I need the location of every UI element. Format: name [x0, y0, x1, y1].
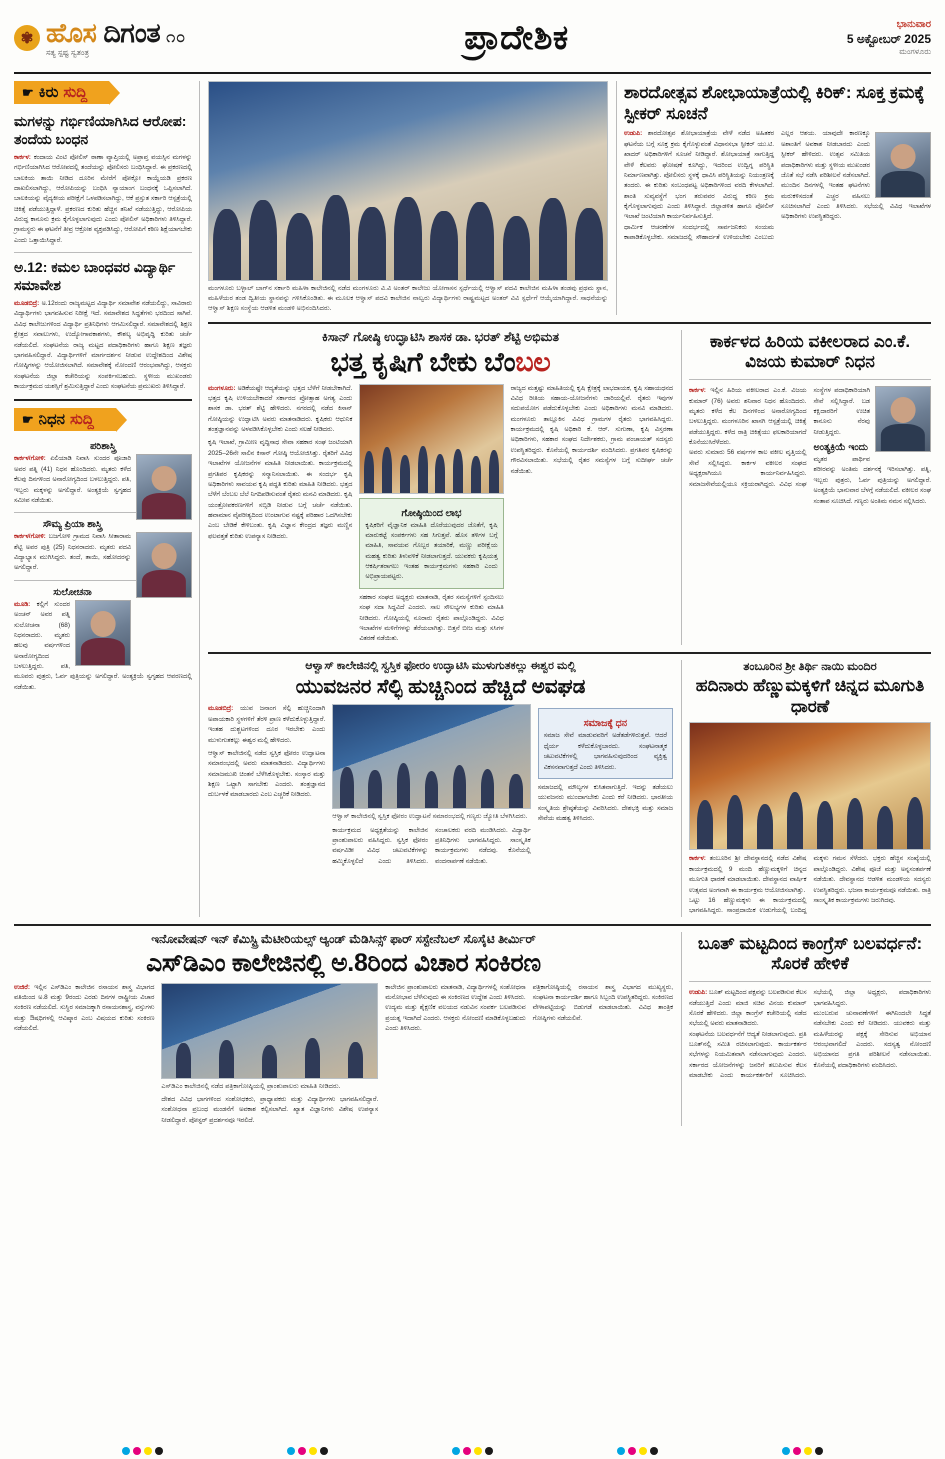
obituary-item: [14, 441, 192, 506]
section-tab-nidhana[interactable]: [14, 408, 116, 431]
logo-tagline: ಸತ್ಯ ಸ್ಪಷ್ಟ ಸ್ವತಂತ್ರ: [46, 47, 89, 57]
kisan-goshti-photo: [359, 384, 503, 494]
sports-award-ceremony-photo: [208, 81, 608, 281]
dateline: ಮಂಗಳೂರು:: [208, 384, 236, 392]
story-alvas-swastika-forum: [208, 660, 673, 917]
masthead-dateblock: [847, 19, 931, 57]
story-body-1: ಇಲ್ಲಿನ ಹಿರಿಯ ವಕೀಲರಾದ ಎಂ.ಕೆ. ವಿಜಯ ಕುಮಾರ್ (76) ಅವರು ಶನಿವಾರ ನಿಧನ ಹೊಂದಿದರು. ಮೃತರು ಕಳೆದ ಕೆಲ ದಿನಗಳಿಂದ ಅನಾರೋಗ್ಯದಿಂದ ಬಳಲುತ್ತಿದ್ದರು. ಮಂಗಳೂರಿನ ಖಾಸಗಿ ಆಸ್ಪತ್ರೆಯಲ್ಲಿ ಚಿಕಿತ್ಸೆ ಪಡೆಯುತ್ತಿದ್ದರು. ಕಳೆದ ರಾತ್ರಿ ಚಿಕಿತ್ಸೆಯು ಫಲಕಾರಿಯಾಗದೆ ಕೊನೆಯುಸಿರೆಳೆದರು.: [689, 387, 807, 446]
box-title: ಗೋಷ್ಠಿಯಿಂದ ಲಾಭ: [401, 507, 462, 519]
story-pregnancy-arrest: [14, 113, 192, 246]
story-body-a: ಶಾರದೋತ್ಸವ ಶೋಭಾಯಾತ್ರೆಯ ವೇಳೆ ನಡೆದ ಅಹಿತಕರ ಘಟನೆಯ ಬಗ್ಗೆ ಸೂಕ್ತ ಕ್ರಮ ಕೈಗೊಳ್ಳುವಂತೆ ವಿಧಾನಸಭಾ ಸ್ಪೀಕರ್ ಯು.ಟಿ. ಖಾದರ್ ಅಧಿಕಾರಿಗಳಿಗೆ ಸೂಚನೆ ನೀಡಿದ್ದಾರೆ. ಶೋಭಾಯಾತ್ರೆ ಸಾಗುತ್ತಿದ್ದ ವೇಳೆ ಕೆಲವರು ಘೋಷಣೆ ಕೂಗಿದ್ದು, ಇದರಿಂದ ಉದ್ವಿಗ್ನ ಪರಿಸ್ಥಿತಿ ನಿರ್ಮಾಣವಾಗಿತ್ತು. ಪೋಲಿಸರು ಸ್ಥಳಕ್ಕೆ ಧಾವಿಸಿ ಪರಿಸ್ಥಿತಿಯನ್ನು ನಿಯಂತ್ರಣಕ್ಕೆ ತಂದರು. ಈ ಕುರಿತು ಸಂಬಂಧಪಟ್ಟ ಅಧಿಕಾರಿಗಳಿಂದ ವರದಿ ಕೇಳಲಾಗಿದೆ. ಶಾಂತಿ ಸುವ್ಯವಸ್ಥೆಗೆ ಭಂಗ ತರುವವರ ವಿರುದ್ಧ ಕಠಿಣ ಕ್ರಮ ಕೈಗೊಳ್ಳಲಾಗುವುದು ಎಂದು ತಿಳಿಸಿದ್ದಾರೆ. ಜಿಲ್ಲಾಡಳಿತ ಹಾಗೂ ಪೋಲಿಸ್ ಇಲಾಖೆ ಜಂಟಿಯಾಗಿ ಕಾರ್ಯನಿರ್ವಹಿಸುತ್ತಿದೆ.: [624, 130, 774, 221]
obituary-body: ಕಲ್ಲಿಗೆ ಸುಂದರ ಅಂಚನ್ ಅವರ ಪತ್ನಿ ಸುಲೋಚನಾ (68) ನಿಧನರಾದರು. ಮೃತರು ಹಲವು ವರ್ಷಗಳಿಂದ ಅನಾರೋಗ್ಯದಿಂದ ಬಳಲುತ್ತಿದ್ದರು. ಪತಿ, ಮೂವರು ಪುತ್ರರು, ಓರ್ವ ಪುತ್ರಿಯನ್ನು ಅಗಲಿದ್ದಾರೆ. ಅಂತ್ಯಕ್ರಿಯೆ ಸ್ವಗೃಹದ ಆವರಣದಲ್ಲಿ ನಡೆಯಿತು.: [14, 600, 192, 691]
dateline: ಕಾರ್ಕಳ:: [14, 153, 31, 161]
story-student-convention: [14, 259, 192, 392]
newspaper-logo: [14, 17, 187, 57]
story-body-1: ಯುವ ಜನಾಂಗ ಸೆಲ್ಫಿ ಹುಚ್ಚಿನಿಂದಾಗಿ ಅಪಾಯಕಾರಿ ಸ್ಥಳಗಳಿಗೆ ತೆರಳಿ ಪ್ರಾಣ ಕಳೆದುಕೊಳ್ಳುತ್ತಿದ್ದಾರೆ. ಇಂತಹ ದುಶ್ಚಟಗಳಿಂದ ದೂರ ಇರಬೇಕು ಎಂದು ಮುಳುಗುತಕಲ್ಲು ಈಶ್ವರ ಮಲ್ಲಿ ಹೇಳಿದರು.: [208, 705, 326, 744]
obituary-name: ಸೌಮ್ಯ ಪ್ರಿಯಾ ಶಾಸ್ತ್ರಿ: [43, 519, 102, 531]
weekday-label: ಭಾನುವಾರ: [896, 19, 931, 31]
section-tab-label-1: ನಿಧನ: [38, 411, 66, 429]
page-number: ೧೦: [166, 29, 187, 46]
kicker: ಆಳ್ವಾಸ್ ಕಾಲೇಜಿನಲ್ಲಿ ಸ್ವಸ್ತಿಕ ಫೋರಂ ಉದ್ಘಾಟಿಸಿ ಮುಳುಗುತಕಲ್ಲು ಈಶ್ವರ ಮಲ್ಲಿ: [305, 659, 576, 672]
kicker: ಕಿಸಾನ್ ಗೋಷ್ಠಿ ಉದ್ಘಾಟಿಸಿ ಶಾಸಕ ಡಾ. ಭರತ್ ಶೆಟ್ಟಿ ಅಭಿಮತ: [321, 329, 560, 344]
story-body: ಕಂದಾಯ ವಿಂಟಿ ಪೋಲಿಸ್ ಠಾಣಾ ವ್ಯಾಪ್ತಿಯಲ್ಲಿ ಅಪ್ರಾಪ್ತ ವಯಸ್ಸಿನ ಮಗಳನ್ನು ಗರ್ಭಿಣಿಯಾಗಿಸಿದ ಆರೋಪದಲ್ಲಿ ತಂದೆಯನ್ನು ಪೋಲಿಸರು ಬಂಧಿಸಿದ್ದಾರೆ. ಈ ಪ್ರಕರಣದಲ್ಲಿ ಬಾಲಕಿಯ ತಾಯಿ ನೀಡಿದ ದೂರಿನ ಮೇರೆಗೆ ಪೋಕ್ಸೋ ಕಾಯ್ದೆಯಡಿ ಪ್ರಕರಣ ದಾಖಲಿಸಲಾಗಿದ್ದು, ಆರೋಪಿಯನ್ನು ಬಂಧಿಸಿ ನ್ಯಾಯಾಂಗ ಬಂಧನಕ್ಕೆ ಒಪ್ಪಿಸಲಾಗಿದೆ. ಬಾಲಕಿಯನ್ನು ವೈದ್ಯಕೀಯ ಪರೀಕ್ಷೆಗೆ ಒಳಪಡಿಸಲಾಗಿದ್ದು, ಆಕೆ ಪ್ರಸ್ತುತ ಸರ್ಕಾರಿ ಆಸ್ಪತ್ರೆಯಲ್ಲಿ ಚಿಕಿತ್ಸೆ ಪಡೆಯುತ್ತಿದ್ದಾಳೆ. ಪ್ರಕರಣದ ಕುರಿತು ಹೆಚ್ಚಿನ ತನಿಖೆ ನಡೆಯುತ್ತಿದ್ದು, ಆರೋಪಿಯ ವಿರುದ್ಧ ಕಾನೂನು ಕ್ರಮ ಕೈಗೊಳ್ಳಲಾಗುವುದು ಎಂದು ಪೋಲಿಸ್ ಅಧಿಕಾರಿಗಳು ತಿಳಿಸಿದ್ದಾರೆ. ಗ್ರಾಮಸ್ಥರು ಈ ಘಟನೆಗೆ ತೀವ್ರ ಆಕ್ರೋಶ ವ್ಯಕ್ತಪಡಿಸಿದ್ದು, ಆರೋಪಿಗೆ ಕಠಿಣ ಶಿಕ್ಷೆಯಾಗಬೇಕು ಎಂದು ಒತ್ತಾಯಿಸಿದ್ದಾರೆ.: [14, 153, 192, 244]
headline: ಮಗಳನ್ನು ಗರ್ಭಿಣಿಯಾಗಿಸಿದ ಆರೋಪ: ತಂದೆಯ ಬಂಧನ: [14, 113, 187, 147]
story-kisan-goshti: [208, 330, 673, 645]
dateline: ಉಡುಪಿ:: [624, 130, 643, 138]
obituary-name: ಪರಿಶಾಸ್ತ್ರಿ: [90, 441, 116, 453]
kicker: ತಂಬೂರಿನ ಶ್ರೀ ತಿರ್ಥಿ ನಾಯಿ ಮಂದಿರ: [743, 660, 877, 673]
photo-caption: ಎಸ್‌ಡಿಎಂ ಕಾಲೇಜಿನಲ್ಲಿ ನಡೆದ ಪತ್ರಿಕಾಗೋಷ್ಠಿಯಲ್ಲಿ ಪ್ರಾಂಶುಪಾಲರು ಮಾಹಿತಿ ನೀಡಿದರು.: [161, 1082, 341, 1090]
story-body-4: ಪತ್ರಿಕಾಗೋಷ್ಠಿಯಲ್ಲಿ ರಸಾಯನ ಶಾಸ್ತ್ರ ವಿಭಾಗದ ಮುಖ್ಯಸ್ಥರು, ಸಂಘಟನಾ ಕಾರ್ಯದರ್ಶಿ ಹಾಗೂ ಸಿಬ್ಬಂದಿ ಉಪಸ್ಥಿತರಿದ್ದರು. ಸಂಕಿರಣದ ವೇಳಾಪಟ್ಟಿಯನ್ನು ಬಿಡುಗಡೆ ಮಾಡಲಾಯಿತು. ವಿವಿಧ ತಾಂತ್ರಿಕ ಗೋಷ್ಠಿಗಳು ನಡೆಯಲಿವೆ.: [532, 983, 673, 1022]
story-body-2: ಒಟ್ಟು 16 ಹೆಣ್ಣುಮಕ್ಕಳು ಈ ಕಾರ್ಯಕ್ರಮದಲ್ಲಿ ಭಾಗವಹಿಸಿದ್ದರು. ಸಾಂಪ್ರದಾಯಿಕ ಉಡುಗೆಯಲ್ಲಿ ಬಂದಿದ್ದ ಮಕ್ಕಳು ಗಮನ ಸೆಳೆದರು. ಭಕ್ತರು ಹೆಚ್ಚಿನ ಸಂಖ್ಯೆಯಲ್ಲಿ ಪಾಲ್ಗೊಂಡಿದ್ದರು. ವಿಶೇಷ ಪೂಜೆ ಮತ್ತು ಅನ್ನಸಂತರ್ಪಣೆ ನಡೆಯಿತು. ದೇವಸ್ಥಾನದ ಆಡಳಿತ ಮಂಡಳಿಯ ಸದಸ್ಯರು ಉಪಸ್ಥಿತರಿದ್ದರು. ಭಜನಾ ಕಾರ್ಯಕ್ರಮವೂ ನಡೆಯಿತು. ರಾತ್ರಿ ಸಾಂಸ್ಕೃತಿಕ ಕಾರ್ಯಕ್ರಮಗಳು ಜರುಗಿದವು.: [689, 855, 931, 915]
dateline: ಕಾರ್ಕಳ/ಗೋಳಿ:: [14, 533, 46, 541]
headline: ಎಸ್‌ಡಿಎಂ ಕಾಲೇಜಿನಲ್ಲಿ ಅ.8ರಿಂದ ವಿಚಾರ ಸಂಕಿರಣ: [146, 948, 541, 977]
story-vijayakumar-obituary: [681, 330, 931, 645]
headline: ಯುವಜನರ ಸೆಲ್ಫಿ ಹುಚ್ಚಿನಿಂದ ಹೆಚ್ಚಿದೆ ಅವಘಡ: [295, 676, 586, 699]
story-body-b: ಧಾರ್ಮಿಕ ಆಚರಣೆಗಳ ಸಂದರ್ಭದಲ್ಲಿ ಸಾರ್ವಜನಿಕರು ಸಂಯಮ ಕಾಪಾಡಿಕೊಳ್ಳಬೇಕು. ಸಮಾಜದಲ್ಲಿ ಸೌಹಾರ್ದತೆ ಉಳಿಯಬೇಕು ಎಂಬುದು ಎಲ್ಲರ ಆಶಯ. ಯಾವುದೇ ಕಾರಣಕ್ಕೂ ಅಶಾಂತಿಗೆ ಅವಕಾಶ ನೀಡಬಾರದು ಎಂದು ಸ್ಪೀಕರ್ ಹೇಳಿದರು. ಉತ್ಸವ ಸಮಿತಿಯ ಪದಾಧಿಕಾರಿಗಳು ಮತ್ತು ಸ್ಥಳೀಯ ಮುಖಂಡರ ಜೊತೆ ಸಭೆ ನಡೆಸಿ ಪರಿಶೀಲನೆ ನಡೆಸಲಾಗಿದೆ. ಮುಂದಿನ ದಿನಗಳಲ್ಲಿ ಇಂತಹ ಘಟನೆಗಳು ಮರುಕಳಿಸದಂತೆ ಎಚ್ಚರ ವಹಿಸಲು ಸೂಚಿಸಲಾಗಿದೆ ಎಂದು ತಿಳಿಸಿದರು. ಸಭೆಯಲ್ಲಿ ವಿವಿಧ ಇಲಾಖೆಗಳ ಅಧಿಕಾರಿಗಳು ಉಪಸ್ಥಿತರಿದ್ದರು.: [624, 130, 931, 242]
photo-caption: ಆಳ್ವಾಸ್ ಕಾಲೇಜಿನಲ್ಲಿ ಸ್ವಸ್ತಿಕ ಫೋರಂ ಉದ್ಘಾಟನೆ ಸಮಾರಂಭದಲ್ಲಿ ಗಣ್ಯರು ಜ್ಯೋತಿ ಬೆಳಗಿಸಿದರು.: [332, 813, 528, 821]
dateline: ಉಡುಪಿ:: [689, 989, 708, 997]
dateline: ಕಾರ್ಕಳ:: [689, 387, 706, 395]
dateline: ಮೂಡಬಿದ್ರೆ:: [208, 705, 234, 713]
obituary-name: ಸುಲೋಚನಾ: [53, 586, 92, 598]
obituary-portrait: [75, 600, 131, 666]
headline-part-2: ಬಲ: [515, 347, 551, 378]
story-body-2: ಅವರು ಸುಮಾರು 56 ವರ್ಷಗಳ ಕಾಲ ವಕೀಲ ವೃತ್ತಿಯಲ್ಲಿ ಸೇವೆ ಸಲ್ಲಿಸಿದ್ದರು. ಕಾರ್ಕಳ ವಕೀಲರ ಸಂಘದ ಅಧ್ಯಕ್ಷರಾಗಿಯೂ ಕಾರ್ಯನಿರ್ವಹಿಸಿದ್ದರು. ಸಮಾಜಸೇವೆಯಲ್ಲಿಯೂ ಸಕ್ರಿಯರಾಗಿದ್ದರು. ವಿವಿಧ ಸಂಘ ಸಂಸ್ಥೆಗಳ ಪದಾಧಿಕಾರಿಯಾಗಿ ಸೇವೆ ಸಲ್ಲಿಸಿದ್ದಾರೆ. ಬಡ ಕಕ್ಷಿದಾರರಿಗೆ ಉಚಿತ ಕಾನೂನು ನೆರವು ನೀಡುತ್ತಿದ್ದರು.: [689, 387, 870, 488]
photo-caption: ಮಂಗಳೂರು ಬಳ್ಳಾಲ್ ಬಾಗ್‌ನ ಸರ್ಕಾರಿ ಮಹಿಳಾ ಕಾಲೇಜಿನಲ್ಲಿ ನಡೆದ ಮಂಗಳೂರು ವಿ.ವಿ ಅಂತರ್ ಕಾಲೇಜು ಯೋಗಾಸನ ಸ್ಪರ್ಧೆಯಲ್ಲಿ ಆಳ್ವಾಸ್ ಪದವಿ ಕಾಲೇಜಿನ ಮಹಿಳಾ ತಂಡವು ಪ್ರಥಮ ಸ್ಥಾನ, ಮಹಿಳೆಯರ ತಂಡ ದ್ವಿತೀಯ ಸ್ಥಾನವನ್ನು ಗಳಿಸಿಕೊಂಡಿತು. ಈ ಮೂಲಕ ಆಳ್ವಾಸ್ ಪದವಿ ಕಾಲೇಜಿನ ನಾಲ್ವರು ವಿದ್ಯಾರ್ಥಿಗಳು ರಾಷ್ಟ್ರಮಟ್ಟದ ಅಂತರ್ ವಿವಿ ಸ್ಪರ್ಧೆಗೆ ಆಯ್ಕೆಯಾಗಿದ್ದಾರೆ. ಸಾಧನೆಯನ್ನು ಆಳ್ವಾಸ್ ಶಿಕ್ಷಣ ಸಂಸ್ಥೆಯ ಆಡಳಿತ ಮಂಡಳಿ ಅಭಿನಂದಿಸಿದರು.: [208, 285, 608, 313]
headline-part-1: ಭತ್ತ ಕೃಷಿಗೆ ಬೇಕು ಬೆಂ: [330, 347, 516, 378]
flame-icon: ✾: [14, 25, 40, 51]
sidebar-box-goshti-benefits: [359, 498, 503, 589]
story-body-2: ಆಳ್ವಾಸ್ ಕಾಲೇಜಿನಲ್ಲಿ ನಡೆದ ಸ್ವಸ್ತಿಕ ಫೋರಂ ಉದ್ಘಾಟನಾ ಸಮಾರಂಭದಲ್ಲಿ ಅವರು ಮಾತನಾಡಿದರು. ವಿದ್ಯಾರ್ಥಿಗಳು ಸಮಾಜಮುಖಿ ಚಿಂತನೆ ಬೆಳೆಸಿಕೊಳ್ಳಬೇಕು. ಸಂಸ್ಕಾರ ಮತ್ತು ಶಿಕ್ಷಣ ಒಟ್ಟಾಗಿ ಸಾಗಬೇಕು ಎಂದರು. ತಂತ್ರಜ್ಞಾನದ ದುರ್ಬಳಕೆ ಮಾಡಬಾರದು ಎಂಬ ಎಚ್ಚರಿಕೆ ನೀಡಿದರು.: [208, 749, 326, 799]
section-tab-kirusuddi[interactable]: [14, 81, 109, 104]
headline: ಬೂತ್ ಮಟ್ಟದಿಂದ ಕಾಂಗ್ರೆಸ್ ಬಲವರ್ಧನೆ: ಸೊರಕೆ ಹೇಳಿಕೆ: [697, 933, 923, 974]
dateline: ಕಾರ್ಕಳ/ಗೋಳಿ:: [14, 455, 46, 463]
story-body-1: ತಂಬೂರಿನ ಶ್ರೀ ದೇವಸ್ಥಾನದಲ್ಲಿ ನಡೆದ ವಿಶೇಷ ಕಾರ್ಯಕ್ರಮದಲ್ಲಿ 9 ಮಂದಿ ಹೆಣ್ಣುಮಕ್ಕಳಿಗೆ ಚಿನ್ನದ ಮೂಗುತಿ ಧಾರಣೆ ಮಾಡಲಾಯಿತು. ದೇವಸ್ಥಾನದ ವಾರ್ಷಿಕ ಉತ್ಸವದ ಅಂಗವಾಗಿ ಈ ಕಾರ್ಯಕ್ರಮ ಆಯೋಜಿಸಲಾಗಿತ್ತು.: [689, 855, 807, 894]
story-shobhayatre: [616, 81, 931, 315]
story-congress-booth: [681, 932, 931, 1126]
page-title: ಪ್ರಾದೇಶಿಕ: [464, 18, 569, 57]
vijayakumar-portrait: [875, 386, 931, 452]
dateline: ಮೂಡಬಿದ್ರೆ:: [14, 300, 40, 307]
story-body-4: ಸಮಾಜದಲ್ಲಿ ಮೌಲ್ಯಗಳ ಕುಸಿತವಾಗುತ್ತಿದೆ. ಇದನ್ನು ತಡೆಯಲು ಯುವಜನರು ಮುಂದಾಗಬೇಕು ಎಂದು ಕರೆ ನೀಡಿದರು. ಭಾರತೀಯ ಸಂಸ್ಕೃತಿಯ ಶ್ರೇಷ್ಠತೆಯನ್ನು ವಿವರಿಸಿದರು. ದೇಶಭಕ್ತಿ ಮತ್ತು ಸಮಾಜ ಸೇವೆಯ ಮಹತ್ವ ತಿಳಿಸಿದರು.: [537, 783, 673, 823]
section-tab-label-2: ಸುದ್ದಿ: [70, 411, 94, 429]
obituary-item: [14, 587, 192, 693]
obituary-body: ಏಲಿಯಾಡಿ ನಿವಾಸಿ ಸುಂದರ ಪೂಜಾರಿ ಅವರ ಪತ್ನಿ (41) ನಿಧನ ಹೊಂದಿದರು. ಮೃತರು ಕಳೆದ ಕೆಲವು ದಿನಗಳಿಂದ ಅನಾರೋಗ್ಯದಿಂದ ಬಳಲುತ್ತಿದ್ದರು. ಪತಿ, ಇಬ್ಬರು ಮಕ್ಕಳನ್ನು ಅಗಲಿದ್ದಾರೆ. ಅಂತ್ಯಕ್ರಿಯೆ ಸ್ವಗೃಹದ ಸಮೀಪ ನಡೆಯಿತು.: [14, 455, 131, 504]
hand-pointer-icon: ☛: [22, 84, 34, 100]
masthead: [14, 10, 931, 74]
story-body-1: ಇಲ್ಲಿನ ಎಸ್‌ಡಿಎಂ ಕಾಲೇಜಿನ ರಸಾಯನ ಶಾಸ್ತ್ರ ವಿಭಾಗದ ವತಿಯಿಂದ ಅ.8 ಮತ್ತು 9ರಂದು ಎರಡು ದಿನಗಳ ರಾಷ್ಟ್ರೀಯ ವಿಚಾರ ಸಂಕಿರಣ ನಡೆಯಲಿದೆ. ಸುಸ್ಥಿರ ಸಮಾಜಕ್ಕಾಗಿ ರಸಾಯನಶಾಸ್ತ್ರ, ವಸ್ತುಗಳು ಮತ್ತು ಔಷಧಿಗಳಲ್ಲಿ ಆವಿಷ್ಕಾರ ಎಂಬ ವಿಷಯದ ಕುರಿತು ಸಂಕಿರಣ ನಡೆಯಲಿದೆ.: [14, 983, 155, 1033]
box-body: ಕೃಷಿಕರಿಗೆ ವೈಜ್ಞಾನಿಕ ಮಾಹಿತಿ ದೊರೆಯುವುದರ ಜೊತೆಗೆ, ಕೃಷಿ ಮಾರುಕಟ್ಟೆ ಸಂಪರ್ಕಗಳು ಸಹ ಸಿಗುತ್ತವೆ. ಹೊಸ ತಳಿಗಳ ಬಗ್ಗೆ ಮಾಹಿತಿ, ಸಾವಯವ ಗೊಬ್ಬರ ತಯಾರಿಕೆ, ಮಣ್ಣು ಪರೀಕ್ಷೆಯ ಮಹತ್ವ ಕುರಿತು ತಿಳುವಳಿಕೆ ನೀಡಲಾಗುತ್ತದೆ. ಯುವಕರು ಕೃಷಿಯತ್ತ ಆಕರ್ಷಿತರಾಗಲು ಇಂತಹ ಕಾರ್ಯಕ್ರಮಗಳು ಸಹಕಾರಿ ಎಂದು ಅಭಿಪ್ರಾಯಪಟ್ಟರು.: [365, 521, 498, 581]
lamp-lighting-photo: [332, 704, 530, 809]
story-body-3: ಮೃತರ ಪಾರ್ಥಿವ ಶರೀರವನ್ನು ಅಂತಿಮ ದರ್ಶನಕ್ಕೆ ಇರಿಸಲಾಗಿತ್ತು. ಪತ್ನಿ, ಇಬ್ಬರು ಪುತ್ರರು, ಓರ್ವ ಪುತ್ರಿಯನ್ನು ಅಗಲಿದ್ದಾರೆ. ಅಂತ್ಯಕ್ರಿಯೆ ಭಾನುವಾರ ಬೆಳಗ್ಗೆ ನಡೆಯಲಿದೆ. ವಕೀಲರ ಸಂಘ ಸಂತಾಪ ಸೂಚಿಸಿದೆ. ಗಣ್ಯರು ಅಂತಿಮ ನಮನ ಸಲ್ಲಿಸಿದರು.: [813, 456, 931, 505]
sidebar-box-samaja-dhana: [538, 708, 673, 779]
headline: ಅ.12: ಕಮಲ ಬಾಂಧವರ ವಿದ್ಯಾರ್ಥಿ ಸಮಾವೇಶ: [14, 259, 176, 294]
story-body-1: ಬೂತ್ ಮಟ್ಟದಿಂದ ಪಕ್ಷವನ್ನು ಬಲಪಡಿಸುವ ಕೆಲಸ ನಡೆಯುತ್ತಿದೆ ಎಂದು ಮಾಜಿ ಸಚಿವ ವಿನಯ ಕುಮಾರ್ ಸೊರಕೆ ಹೇಳಿದರು. ಜಿಲ್ಲಾ ಕಾಂಗ್ರೆಸ್ ಕಚೇರಿಯಲ್ಲಿ ನಡೆದ ಸಭೆಯಲ್ಲಿ ಅವರು ಮಾತನಾಡಿದರು.: [689, 989, 807, 1028]
obituary-item: [14, 519, 192, 574]
story-body: ಅ.12ರಂದು ರಾಜ್ಯಮಟ್ಟದ ವಿದ್ಯಾರ್ಥಿ ಸಮಾವೇಶ ನಡೆಯಲಿದ್ದು, ಸಾವಿರಾರು ವಿದ್ಯಾರ್ಥಿಗಳು ಭಾಗವಹಿಸುವ ನಿರೀಕ್ಷೆ ಇದೆ. ಸಮಾವೇಶದ ಸಿದ್ಧತೆಗಳು ಭರದಿಂದ ಸಾಗಿವೆ. ವಿವಿಧ ಕಾಲೇಜುಗಳಿಂದ ವಿದ್ಯಾರ್ಥಿ ಪ್ರತಿನಿಧಿಗಳು ಆಗಮಿಸಲಿದ್ದಾರೆ. ಸಮಾವೇಶದಲ್ಲಿ ಶಿಕ್ಷಣ ಕ್ಷೇತ್ರದ ಸವಾಲುಗಳು, ಉದ್ಯೋಗಾವಕಾಶಗಳು, ಕೌಶಲ್ಯ ಅಭಿವೃದ್ಧಿ ಕುರಿತು ಚರ್ಚೆ ನಡೆಯಲಿದೆ. ಸಂಘಟನೆಯ ರಾಜ್ಯ ಮಟ್ಟದ ಪದಾಧಿಕಾರಿಗಳು ಹಾಗೂ ಶಿಕ್ಷಣ ತಜ್ಞರು ಭಾಗವಹಿಸಲಿದ್ದಾರೆ. ವಿದ್ಯಾರ್ಥಿಗಳಿಗೆ ಮಾರ್ಗದರ್ಶನ ನೀಡುವ ಉದ್ದೇಶದಿಂದ ವಿಶೇಷ ಗೋಷ್ಠಿಗಳನ್ನು ಆಯೋಜಿಸಲಾಗಿದೆ. ಸಮಾವೇಶಕ್ಕೆ ನೋಂದಣಿ ಆರಂಭವಾಗಿದ್ದು, ಆಸಕ್ತರು ಸಂಘಟನೆಯ ಜಿಲ್ಲಾ ಕಚೇರಿಯನ್ನು ಸಂಪರ್ಕಿಸಬಹುದು. ಸ್ಥಳೀಯ ಮುಖಂಡರು ಕಾರ್ಯಕ್ರಮದ ಯಶಸ್ಸಿಗೆ ಶ್ರಮಿಸುತ್ತಿದ್ದಾರೆ ಎಂದು ಸಂಘಟನೆಯ ಪ್ರಮುಖರು ತಿಳಿಸಿದ್ದಾರೆ.: [14, 300, 192, 390]
edition-city-label: ಮಂಗಳೂರು: [899, 46, 931, 56]
section-tab-label-1: ಕಿರು: [38, 84, 59, 101]
headline: ಹದಿನಾರು ಹೆಣ್ಣುಮಕ್ಕಳಿಗೆ ಚಿನ್ನದ ಮೂಗುತಿ ಧಾರಣೆ: [695, 676, 925, 716]
story-body-3: ಕಾರ್ಯಕ್ರಮದ ಅಧ್ಯಕ್ಷತೆಯನ್ನು ಕಾಲೇಜಿನ ಪ್ರಾಂಶುಪಾಲರು ವಹಿಸಿದ್ದರು. ಸ್ವಸ್ತಿಕ ಫೋರಂ ವರ್ಷವಿಡೀ ವಿವಿಧ ಚಟುವಟಿಕೆಗಳನ್ನು ಹಮ್ಮಿಕೊಳ್ಳಲಿದೆ ಎಂದು ತಿಳಿಸಿದರು. ಸಂಚಾಲಕರು ವರದಿ ಮಂಡಿಸಿದರು. ವಿದ್ಯಾರ್ಥಿ ಪ್ರತಿನಿಧಿಗಳು ಭಾಗವಹಿಸಿದ್ದರು. ಸಾಂಸ್ಕೃತಿಕ ಕಾರ್ಯಕ್ರಮಗಳು ನಡೆದವು. ಕೊನೆಯಲ್ಲಿ ವಂದನಾರ್ಪಣೆ ನಡೆಯಿತು.: [332, 826, 531, 865]
obituary-portrait: [136, 532, 192, 598]
obituary-body: ಬಜಗೋಳಿ ಗ್ರಾಮದ ನಿವಾಸಿ ಸೀತಾರಾಮ ಶೆಟ್ಟಿ ಅವರ ಪುತ್ರಿ (25) ನಿಧನರಾದರು. ಮೃತರು ಪದವಿ ವಿದ್ಯಾಭ್ಯಾಸ ಮುಗಿಸಿದ್ದರು. ತಂದೆ, ತಾಯಿ, ಸಹೋದರನ್ನು ಅಗಲಿದ್ದಾರೆ.: [14, 533, 131, 572]
kicker: ಇನೋವೇಷನ್ ಇನ್ ಕೆಮಿಸ್ಟ್ರಿ ಮೆಟೀರಿಯಲ್ಸ್ ಆ್ಯಂಡ್ ಮೆಡಿಸಿನ್ಸ್ ಫಾರ್ ಸಸ್ಟೇನೆಬಲ್ ಸೊಸೈಟಿ ತೀರ್ಮಿರ್: [151, 931, 536, 946]
story-body-4: ರಾಜ್ಯದ ಮತ್ತಷ್ಟು ಮಾಹಿತಿಯಲ್ಲಿ ಕೃಷಿ ಕ್ಷೇತ್ರಕ್ಕೆ ಲಾಭದಾಯಕ, ಕೃಷಿ ಸಹಾಯಧನದ ವಿವಿಧ ರೀತಿಯ ಸಹಾಯ-ಯೋಜನೆಗಳು ಜಾರಿಯಲ್ಲಿವೆ. ರೈತರು ಇವುಗಳ ಸದುಪಯೋಗ ಪಡೆದುಕೊಳ್ಳಬೇಕು ಎಂದು ಅಧಿಕಾರಿಗಳು ಮನವಿ ಮಾಡಿದರು. ಮಂಗಳೂರು ತಾಲ್ಲೂಕಿನ ವಿವಿಧ ಗ್ರಾಮಗಳ ರೈತರು ಭಾಗವಹಿಸಿದ್ದರು. ಕಾರ್ಯಕ್ರಮದಲ್ಲಿ ಕೃಷಿ ಅಧಿಕಾರಿ ಕೆ. ಆರ್. ಸುಗುಣಾ, ಕೃಷಿ ವಿಸ್ತರಣಾ ಅಧಿಕಾರಿಗಳು, ಸಹಕಾರ ಸಂಘದ ನಿರ್ದೇಶಕರು, ಗ್ರಾಮ ಪಂಚಾಯತ್ ಸದಸ್ಯರು ಉಪಸ್ಥಿತರಿದ್ದರು. ಕೊನೆಯಲ್ಲಿ ಕಾರ್ಯದರ್ಶಿ ವಂದಿಸಿದರು. ಪ್ರಗತಿಪರ ಕೃಷಿಕರನ್ನು ಗೌರವಿಸಲಾಯಿತು. ಸಭೆಯಲ್ಲಿ ರೈತರ ಸಮಸ್ಯೆಗಳ ಬಗ್ಗೆ ಸುದೀರ್ಘ ಚರ್ಚೆ ನಡೆಯಿತು.: [510, 384, 674, 475]
headline: ಶಾರದೋತ್ಸವ ಶೋಭಾಯಾತ್ರೆಯಲ್ಲಿ ಕಿರಿಕ್: ಸೂಕ್ತ ಕ್ರಮಕ್ಕೆ ಸ್ಪೀಕರ್ ಸೂಚನೆ: [624, 83, 925, 123]
section-tab-label-2: ಸುದ್ದಿ: [63, 84, 88, 101]
story-body-3: ಮುಂಬರುವ ಚುನಾವಣೆಗಳಿಗೆ ಈಗಿನಿಂದಲೇ ಸಿದ್ಧತೆ ನಡೆಸಬೇಕು ಎಂದು ಕರೆ ನೀಡಿದರು. ಯುವಕರು ಮತ್ತು ಮಹಿಳೆಯರನ್ನು ಪಕ್ಷಕ್ಕೆ ಸೇರಿಸುವ ಅಭಿಯಾನ ಆರಂಭವಾಗಲಿದೆ ಎಂದರು. ಸದಸ್ಯತ್ವ ನೋಂದಣಿ ಅಭಿಯಾನದ ಪ್ರಗತಿ ಪರಿಶೀಲನೆ ನಡೆಸಲಾಯಿತು. ಕೊನೆಯಲ್ಲಿ ಪದಾಧಿಕಾರಿಗಳು ವಂದಿಸಿದರು.: [813, 1009, 931, 1069]
temple-ceremony-photo: [689, 722, 931, 850]
box-body: ಸಮಾಜ ಸೇವೆ ಮಾಡುವವರಿಗೆ ಅಡೆತಡೆಗಳಿರುತ್ತವೆ. ಆದರೆ ಧೈರ್ಯ ಕಳೆದುಕೊಳ್ಳಬಾರದು. ಸಂಘಟನಾತ್ಮಕ ಚಟುವಟಿಕೆಗಳಲ್ಲಿ ಭಾಗವಹಿಸುವುದರಿಂದ ವ್ಯಕ್ತಿತ್ವ ವಿಕಸನವಾಗುತ್ತದೆ ಎಂದು ತಿಳಿಸಿದರು.: [543, 732, 667, 771]
headline: ಕಾರ್ಕಳದ ಹಿರಿಯ ವಕೀಲರಾದ ಎಂ.ಕೆ. ವಿಜಯ ಕುಮಾರ್ ನಿಧನ: [709, 331, 911, 372]
main-content: [208, 81, 931, 917]
hand-pointer-icon: ☛: [22, 411, 34, 427]
press-conference-photo: [161, 983, 378, 1079]
story-body-3: ಸಹಕಾರ ಸಂಘದ ಅಧ್ಯಕ್ಷರು ಮಾತನಾಡಿ, ರೈತರ ಸಮಸ್ಯೆಗಳಿಗೆ ಸ್ಪಂದಿಸಲು ಸಂಘ ಸದಾ ಸಿದ್ಧವಿದೆ ಎಂದರು. ಸಾಲ ಸೌಲಭ್ಯಗಳ ಕುರಿತು ಮಾಹಿತಿ ನೀಡಿದರು. ಗೋಷ್ಠಿಯಲ್ಲಿ ನೂರಾರು ರೈತರು ಪಾಲ್ಗೊಂಡಿದ್ದರು. ವಿವಿಧ ಇಲಾಖೆಗಳ ಮಳಿಗೆಗಳನ್ನು ತೆರೆಯಲಾಗಿತ್ತು. ಬಿತ್ತನೆ ಬೀಜ ಮತ್ತು ಸಸಿಗಳ ವಿತರಣೆ ನಡೆಯಿತು.: [359, 593, 504, 643]
top-photo-story: [208, 81, 608, 315]
obituary-portrait: [136, 454, 192, 520]
print-registration-marks: [0, 1447, 945, 1455]
dateline: ಮೂಡಿ:: [14, 600, 31, 608]
speaker-portrait: [875, 132, 931, 198]
story-body-2: ದೇಶದ ವಿವಿಧ ಭಾಗಗಳಿಂದ ಸಂಶೋಧಕರು, ಪ್ರಾಧ್ಯಾಪಕರು ಮತ್ತು ವಿದ್ಯಾರ್ಥಿಗಳು ಭಾಗವಹಿಸಲಿದ್ದಾರೆ. ಸಂಶೋಧನಾ ಪ್ರಬಂಧ ಮಂಡನೆಗೆ ಅವಕಾಶ ಕಲ್ಪಿಸಲಾಗಿದೆ. ಖ್ಯಾತ ವಿಜ್ಞಾನಿಗಳು ವಿಶೇಷ ಉಪನ್ಯಾಸ ನೀಡಲಿದ್ದಾರೆ. ಪೋಸ್ಟರ್ ಪ್ರದರ್ಶನವೂ ಇರಲಿದೆ.: [161, 1095, 379, 1124]
date-label: 5 ಅಕ್ಟೋಬರ್ 2025: [846, 31, 931, 46]
dateline: ಕಾರ್ಕಳ:: [689, 855, 706, 863]
story-body-1: ಅಡಿಕೆಯಷ್ಟೇ ಆದ್ಯತೆಯನ್ನು ಭತ್ತದ ಬೆಳೆಗೆ ನೀಡಬೇಕಾಗಿದೆ. ಭತ್ತದ ಕೃಷಿ ಉಳಿಯಬೇಕಾದರೆ ಸರ್ಕಾರದ ಪ್ರೋತ್ಸಾಹ ಅಗತ್ಯ ಎಂದು ಶಾಸಕ ಡಾ. ಭರತ್ ಶೆಟ್ಟಿ ಹೇಳಿದರು. ನಗರದಲ್ಲಿ ನಡೆದ ಕಿಸಾನ್ ಗೋಷ್ಠಿಯನ್ನು ಉದ್ಘಾಟಿಸಿ ಅವರು ಮಾತನಾಡಿದರು. ಕೃಷಿಕರು ಆಧುನಿಕ ತಂತ್ರಜ್ಞಾನವನ್ನು ಅಳವಡಿಸಿಕೊಳ್ಳಬೇಕು ಎಂದು ಸಲಹೆ ನೀಡಿದರು.: [208, 384, 353, 434]
story-temple-nosering: [681, 660, 931, 917]
story-body-2: ಸಂಘಟನೆಯ ಬಲವರ್ಧನೆಗೆ ಆದ್ಯತೆ ನೀಡಲಾಗುವುದು. ಪ್ರತಿ ಬೂತ್‌ನಲ್ಲಿ ಸಮಿತಿ ರಚಿಸಲಾಗುವುದು. ಕಾರ್ಯಕರ್ತರ ಸಭೆಗಳನ್ನು ನಿಯಮಿತವಾಗಿ ನಡೆಸಲಾಗುವುದು ಎಂದರು. ಸರ್ಕಾರದ ಯೋಜನೆಗಳನ್ನು ಜನರಿಗೆ ತಲುಪಿಸುವ ಕೆಲಸ ಮಾಡಬೇಕು ಎಂದು ಕಾರ್ಯಕರ್ತರಿಗೆ ಸೂಚಿಸಿದರು. ಸಭೆಯಲ್ಲಿ ಜಿಲ್ಲಾ ಅಧ್ಯಕ್ಷರು, ಪದಾಧಿಕಾರಿಗಳು ಭಾಗವಹಿಸಿದ್ದರು.: [689, 989, 931, 1080]
story-body-3: ಕಾಲೇಜಿನ ಪ್ರಾಂಶುಪಾಲರು ಮಾತನಾಡಿ, ವಿದ್ಯಾರ್ಥಿಗಳಲ್ಲಿ ಸಂಶೋಧನಾ ಮನೋಭಾವ ಬೆಳೆಸುವುದು ಈ ಸಂಕಿರಣದ ಉದ್ದೇಶ ಎಂದು ತಿಳಿಸಿದರು. ಉದ್ಯಮ ಮತ್ತು ಶೈಕ್ಷಣಿಕ ವಲಯದ ನಡುವಿನ ಸಂಪರ್ಕ ಬಲಪಡಿಸುವ ಪ್ರಯತ್ನ ಇದಾಗಿದೆ ಎಂದರು. ಆಸಕ್ತರು ನೋಂದಣಿ ಮಾಡಿಕೊಳ್ಳಬಹುದು ಎಂದು ತಿಳಿಸಿದರು.: [385, 983, 526, 1033]
dateline: ಉಜಿರೆ:: [14, 983, 30, 991]
box-title: ಸಮಾಜಕ್ಕೆ ಧನ: [583, 718, 628, 730]
story-body-2: ಕೃಷಿ ಇಲಾಖೆ, ಗ್ರಾಮೀಣ ವೃದ್ಧಿಸಾಧ ಸೇವಾ ಸಹಕಾರ ಸಂಘ ಜಂಟಿಯಾಗಿ 2025–26ನೇ ಸಾಲಿನ ಕಿಸಾನ್ ಗೋಷ್ಠಿ ಆಯೋಜಿಸಿತ್ತು. ರೈತರಿಗೆ ವಿವಿಧ ಇಲಾಖೆಗಳ ಯೋಜನೆಗಳ ಮಾಹಿತಿ ನೀಡಲಾಯಿತು. ಕಾರ್ಯಕ್ರಮದಲ್ಲಿ ಪ್ರಗತಿಪರ ಕೃಷಿಕರನ್ನು ಸನ್ಮಾನಿಸಲಾಯಿತು. ಈ ಸಂದರ್ಭ ಕೃಷಿ ಅಧಿಕಾರಿಗಳು ಸಾವಯವ ಕೃಷಿ ಪದ್ಧತಿ ಕುರಿತು ಮಾಹಿತಿ ನೀಡಿದರು. ಭತ್ತದ ಬೆಳೆಗೆ ಬೆಂಬಲ ಬೆಲೆ ನಿಗದಿಪಡಿಸುವಂತೆ ರೈತರು ಮನವಿ ಮಾಡಿದರು. ಕೃಷಿ ಯಂತ್ರೋಪಕರಣಗಳಿಗೆ ಸಬ್ಸಿಡಿ ನೀಡುವ ಬಗ್ಗೆ ಚರ್ಚೆ ನಡೆಯಿತು. ಹವಾಮಾನ ವೈಪರೀತ್ಯದಿಂದ ಉಂಟಾಗುವ ನಷ್ಟಕ್ಕೆ ಪರಿಹಾರ ಒದಗಿಸಬೇಕು ಎಂಬ ಬೇಡಿಕೆ ಕೇಳಿಬಂತು. ಕೃಷಿ ವಿಜ್ಞಾನ ಕೇಂದ್ರದ ತಜ್ಞರು ಮಣ್ಣಿನ ಫಲವತ್ತತೆ ಕುರಿತು ಉಪನ್ಯಾಸ ನೀಡಿದರು.: [208, 439, 353, 540]
logo-word-2: ದಿಗಂತ: [103, 17, 161, 48]
subheading: ಅಂತ್ಯಕ್ರಿಯೆ ಇಂದು: [813, 442, 868, 453]
logo-word-1: ಹೊಸ: [46, 17, 104, 48]
left-column: [14, 81, 200, 917]
story-sdm-seminar: [14, 932, 673, 1126]
